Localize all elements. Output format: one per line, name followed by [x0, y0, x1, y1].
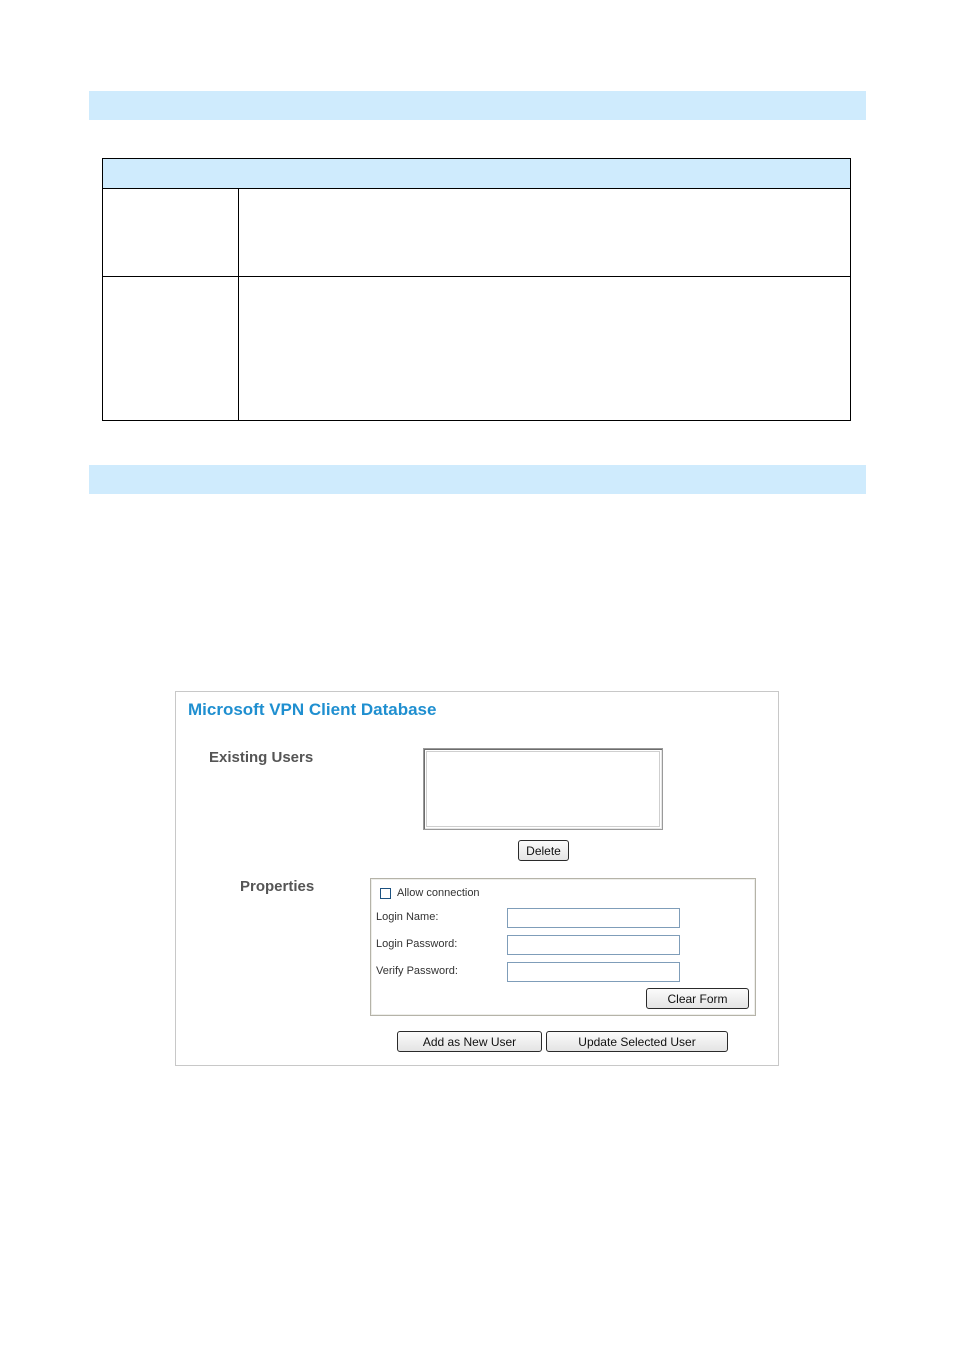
allow-connection-row[interactable] [380, 887, 480, 899]
allow-connection-checkbox[interactable] [380, 888, 391, 899]
allow-connection-label: Allow connection [397, 887, 480, 899]
clear-form-button[interactable]: Clear Form [646, 988, 749, 1009]
table-header-row [103, 159, 850, 189]
table-column-divider [238, 189, 239, 276]
existing-users-listbox[interactable] [423, 748, 663, 830]
login-name-label: Login Name: [376, 911, 439, 923]
properties-label: Properties [240, 878, 315, 895]
verify-password-label: Verify Password: [376, 965, 458, 977]
section-header-bar-top [89, 91, 866, 120]
login-name-field[interactable] [507, 908, 680, 928]
verify-password-field[interactable] [507, 962, 680, 982]
update-selected-user-button[interactable]: Update Selected User [546, 1031, 728, 1052]
existing-users-list [426, 751, 660, 827]
table-column-divider [238, 277, 239, 420]
document-table [102, 158, 851, 421]
panel-title: Microsoft VPN Client Database [188, 700, 437, 719]
add-new-user-button[interactable]: Add as New User [397, 1031, 542, 1052]
vpn-client-database-panel [175, 691, 779, 1066]
login-password-label: Login Password: [376, 938, 458, 950]
table-row [103, 189, 850, 277]
login-password-field[interactable] [507, 935, 680, 955]
delete-button[interactable]: Delete [518, 840, 569, 861]
existing-users-label: Existing Users [209, 749, 314, 766]
table-row [103, 277, 850, 420]
section-header-bar-bottom [89, 465, 866, 494]
